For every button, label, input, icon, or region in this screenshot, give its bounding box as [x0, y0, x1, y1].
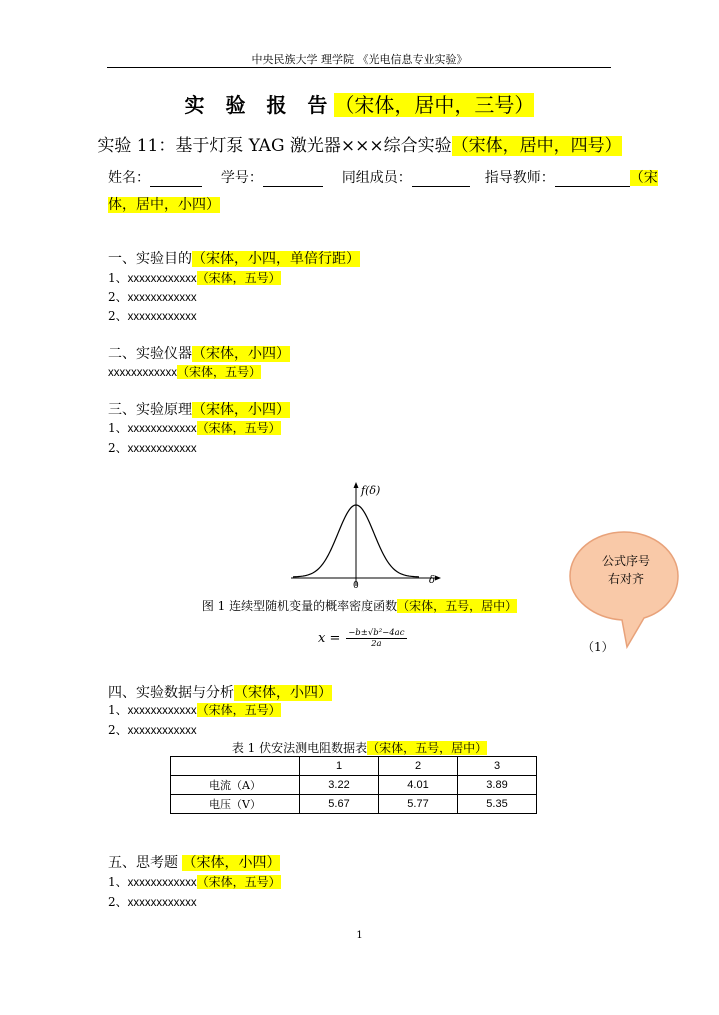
list-item-text: xxxxxxxxxxxx — [127, 705, 197, 717]
table-caption — [0, 739, 719, 756]
list-item — [108, 419, 281, 436]
name-label: 姓名： — [108, 170, 150, 186]
instrument-text: xxxxxxxxxxxx — [108, 367, 177, 379]
callout-line2: 右对齐 — [607, 572, 645, 586]
table-caption-text: 表 1 伏安法测电阻数据表 — [231, 741, 368, 755]
equation-number: （1） — [582, 640, 614, 654]
list-item-text: xxxxxxxxxxxx — [127, 897, 197, 909]
experiment-title-text: 实验 11：基于灯泵 YAG 激光器×××综合实验 — [97, 136, 452, 156]
table-cell: 3.89 — [458, 776, 537, 795]
table-cell: 5.77 — [379, 795, 458, 814]
name-blank — [150, 171, 202, 187]
group-members-blank — [412, 171, 470, 187]
list-item-number: 2、 — [108, 723, 128, 737]
list-item-note: （宋体，五号） — [196, 421, 281, 435]
teacher-blank — [555, 171, 630, 187]
info-note-part1: （宋 — [629, 170, 658, 186]
list-item-note: （宋体，五号） — [196, 703, 281, 717]
formula-numerator: −b±√b²−4ac — [348, 628, 405, 638]
section-4-title — [108, 682, 332, 702]
list-item-text: xxxxxxxxxxxx — [127, 443, 197, 455]
table-cell: 5.67 — [300, 795, 379, 814]
experiment-title — [0, 131, 719, 156]
list-item-number: 2、 — [108, 290, 128, 304]
instrument-line — [108, 363, 261, 380]
list-item-number: 2、 — [108, 309, 128, 323]
formula-denominator: 2a — [371, 639, 382, 649]
table-row-label: 电压（V） — [171, 795, 300, 814]
list-item — [108, 893, 197, 910]
section-3-note: （宋体，小四） — [192, 402, 290, 418]
report-title-note: （宋体，居中，三号） — [334, 93, 535, 117]
header-rule — [107, 67, 611, 68]
list-item-number: 1、 — [108, 271, 128, 285]
list-item-text: xxxxxxxxxxxx — [127, 877, 197, 889]
list-item — [108, 721, 197, 738]
formula-fraction — [346, 628, 406, 649]
student-info-line — [108, 167, 658, 187]
section-1-note: （宋体，小四，单倍行距） — [192, 251, 360, 267]
list-item-number: 2、 — [108, 441, 128, 455]
table-header-cell: 1 — [300, 757, 379, 776]
list-item — [108, 701, 281, 718]
y-axis-arrow — [354, 482, 359, 488]
section-3-title — [108, 399, 290, 419]
table-header-cell: 3 — [458, 757, 537, 776]
list-item-number: 2、 — [108, 895, 128, 909]
table-cell: 5.35 — [458, 795, 537, 814]
table-header-cell: 2 — [379, 757, 458, 776]
info-note-part2: 体，居中，小四） — [108, 197, 220, 213]
section-2-heading: 二、实验仪器 — [108, 346, 192, 362]
table-row — [171, 795, 537, 814]
table-header-cell — [171, 757, 300, 776]
report-title-text: 实 验 报 告 — [184, 93, 335, 117]
list-item-number: 1、 — [108, 875, 128, 889]
y-axis-label: f(δ) — [361, 484, 381, 497]
section-5-note: （宋体，小四） — [182, 855, 281, 871]
table-row-label: 电流（A） — [171, 776, 300, 795]
list-item-note: （宋体，五号） — [196, 271, 281, 285]
section-3-heading: 三、实验原理 — [108, 402, 192, 418]
table-header-row — [171, 757, 537, 776]
page-number: 1 — [356, 930, 363, 941]
formula-lhs: x = — [318, 631, 341, 646]
report-title — [0, 89, 719, 118]
table-caption-note: （宋体，五号，居中） — [367, 741, 488, 755]
x-axis-arrow — [435, 576, 441, 581]
figure-caption-text: 图 1 连续型随机变量的概率密度函数 — [201, 599, 398, 613]
experiment-title-note: （宋体，居中，四号） — [451, 136, 622, 156]
list-item-text: xxxxxxxxxxxx — [127, 311, 197, 323]
callout-line1: 公式序号 — [601, 554, 651, 568]
student-id-label: 学号： — [220, 170, 263, 186]
list-item — [108, 269, 281, 286]
list-item — [108, 439, 197, 456]
group-members-label: 同组成员： — [341, 170, 412, 186]
list-item — [108, 307, 197, 324]
list-item — [108, 288, 197, 305]
info-note-continuation — [108, 194, 220, 214]
resistance-data-table — [170, 756, 537, 814]
callout-shape — [570, 532, 678, 647]
student-id-blank — [263, 171, 323, 187]
section-5-title — [108, 852, 280, 872]
density-curve-figure — [285, 476, 445, 592]
table-cell: 3.22 — [300, 776, 379, 795]
list-item-text: xxxxxxxxxxxx — [127, 423, 197, 435]
x-axis-label: δ — [429, 575, 436, 586]
callout-bubble — [568, 530, 680, 650]
section-4-note: （宋体，小四） — [234, 685, 332, 701]
section-4-heading: 四、实验数据与分析 — [108, 685, 234, 701]
section-2-note: （宋体，小四） — [192, 346, 290, 362]
figure-caption-note: （宋体，五号，居中） — [397, 599, 518, 613]
list-item-text: xxxxxxxxxxxx — [127, 292, 197, 304]
origin-label: 0 — [353, 581, 359, 591]
list-item-number: 1、 — [108, 703, 128, 717]
list-item-text: xxxxxxxxxxxx — [127, 273, 197, 285]
teacher-label: 指导教师： — [484, 170, 555, 186]
section-2-title — [108, 343, 290, 363]
table-cell: 4.01 — [379, 776, 458, 795]
table-row — [171, 776, 537, 795]
instrument-note: （宋体，五号） — [177, 365, 262, 379]
section-5-heading: 五、思考题 — [108, 855, 178, 871]
list-item — [108, 873, 281, 890]
list-item-text: xxxxxxxxxxxx — [127, 725, 197, 737]
list-item-number: 1、 — [108, 421, 128, 435]
section-1-heading: 一、实验目的 — [108, 251, 192, 267]
quadratic-formula — [318, 628, 407, 649]
list-item-note: （宋体，五号） — [196, 875, 281, 889]
page-header: 中央民族大学 理学院 《光电信息专业实验》 — [251, 53, 468, 66]
section-1-title — [108, 248, 360, 268]
